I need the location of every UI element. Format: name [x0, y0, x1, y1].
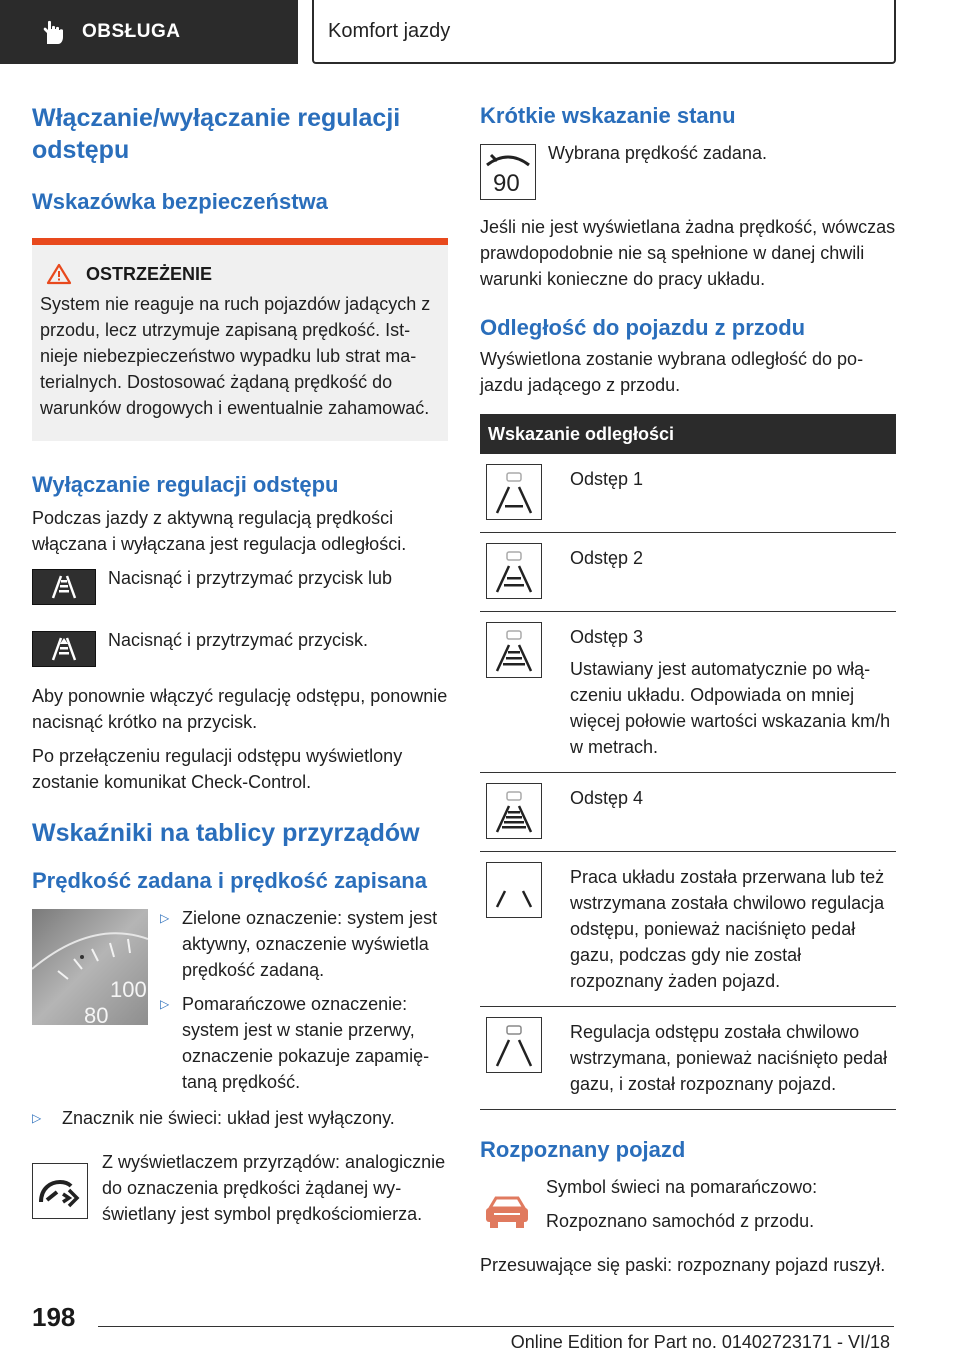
- heading-detected: Rozpoznany pojazd: [480, 1137, 686, 1162]
- paragraph-moving-bars: Przesuwające się paski: rozpoznany pojazd ruszył.: [480, 1255, 886, 1275]
- distance-4-icon: [486, 783, 542, 839]
- warning-box: [32, 238, 448, 441]
- bullet-orange: ▷ Pomarańczowe oznaczenie: system jest w stanie przerwy, oznaczenie pokazuje zapamiętaną prędkość.: [160, 991, 448, 1095]
- table-row: Regulacja odstępu została chwilowo wstrzymana, ponieważ naciśnięto pedał gazu, i został rozpoznany pojazd.: [480, 1007, 896, 1110]
- heading-safety: Wskazówka bezpieczeństwa: [32, 189, 328, 214]
- distance-1-icon: [486, 464, 542, 520]
- speed-indicator-section: [32, 909, 448, 1095]
- heading-distance: Odległość do pojazdu z przodu: [480, 315, 806, 340]
- warning-title: OSTRZEŻENIE: [46, 263, 440, 285]
- footer-divider: [98, 1326, 894, 1327]
- button-row-2: [32, 631, 448, 667]
- distance-button-alt-icon: [32, 631, 96, 667]
- status-text: Wybrana prędkość zadana.: [548, 143, 767, 163]
- table-row: Odstęp 1: [480, 454, 896, 533]
- paragraph-switch-off: Podczas jazdy z aktywną regulacją prędkości włączana i wyłączana jest regulacja odległości.: [32, 508, 407, 554]
- button-1-text: Nacisnąć i przytrzymać przycisk lub: [108, 568, 393, 588]
- gauge-label-80: 80: [84, 1003, 109, 1025]
- paragraph-status: Jeśli nie jest wyświetlana żadna prędkość, wówczas prawdopodobnie nie są spełnione w danej chwili warunki konieczne do pracy układu.: [480, 217, 896, 289]
- heading-main: Włączanie/wyłączanie regulacji odstępu: [32, 104, 401, 164]
- distance-button-icon: [32, 569, 96, 605]
- detected-row: [480, 1174, 896, 1238]
- speedometer-symbol-icon: [32, 1163, 88, 1219]
- section-tab: [312, 0, 896, 64]
- detected-text-2: Rozpoznano samochód z przodu.: [546, 1211, 815, 1231]
- warning-triangle-icon: [46, 263, 72, 285]
- page-footer: [0, 1296, 960, 1362]
- lanes-vehicle-icon: [486, 1017, 542, 1073]
- speedometer-image: [32, 909, 148, 1025]
- button-2-text: Nacisnąć i przytrzymać przycisk.: [108, 630, 369, 650]
- heading-status: Krótkie wskazanie stanu: [480, 103, 736, 128]
- gauge-label-100: 100: [110, 977, 147, 1002]
- paragraph-check-control: Po przełączeniu regulacji odstępu wyświetlony zostanie komunikat Check-Control.: [32, 746, 403, 792]
- distance-2-icon: [486, 543, 542, 599]
- paragraph-switch-on: Aby ponownie włączyć regulację odstępu, ponownie nacisnąć krótko na przycisk.: [32, 686, 448, 732]
- table-header: Wskazanie odległości: [480, 414, 896, 454]
- paragraph-display: Z wyświetlaczem przyrządów: analogicznie do oznaczenia prędkości żądanej wyświetlany jest symbol prędkościomierza.: [102, 1152, 446, 1224]
- lanes-empty-icon: [486, 862, 542, 918]
- bullet-triangle-icon: ▷: [160, 997, 170, 1011]
- pointing-hand-icon: [38, 17, 68, 47]
- heading-indicators: Wskaźniki na tablicy przyrządów: [32, 819, 420, 847]
- warning-text: System nie reaguje na ruch pojazdów jadących z przodu, lecz utrzymuje zapisaną prędkość. Istnieje niebezpieczeństwo wypadku lub strat materialnych. Dostosować żądaną prędkość do warunków drogowych i ewentualnie zahamować.: [40, 294, 431, 418]
- heading-switch-off: Wyłączanie regulacji odstępu: [32, 472, 339, 497]
- page-header: [0, 0, 960, 66]
- set-speed-icon: [480, 144, 536, 200]
- table-row: Odstęp 4: [480, 773, 896, 852]
- status-row: [480, 144, 896, 200]
- table-row: Odstęp 2: [480, 533, 896, 612]
- bullet-green: ▷ Zielone oznaczenie: system jest aktywny, oznaczenie wyświetla prędkość zadaną.: [160, 905, 448, 983]
- vehicle-detected-icon: [480, 1184, 534, 1238]
- left-column: [32, 98, 448, 1227]
- button-row-1: [32, 569, 448, 605]
- set-speed-number: 90: [493, 170, 520, 197]
- bullet-triangle-icon: ▷: [160, 911, 170, 925]
- section-label: Komfort jazdy: [328, 19, 451, 42]
- chapter-tab: [0, 0, 298, 64]
- table-row: Praca układu została przerwana lub też wstrzymana została chwilowo regulacja odstępu, ponieważ naciśnięto pedał gazu, podczas gdy nie został rozpoznany żaden pojazd.: [480, 852, 896, 1007]
- edition-text: Online Edition for Part no. 01402723171 - VI/18: [510, 1332, 890, 1352]
- chapter-label: OBSŁUGA: [82, 21, 181, 42]
- paragraph-distance: Wyświetlona zostanie wybrana odległość do pojazdu jadącego z przodu.: [480, 349, 864, 395]
- bullet-triangle-icon: ▷: [32, 1111, 42, 1125]
- distance-table: [480, 414, 896, 1110]
- distance-3-icon: [486, 622, 542, 678]
- right-column: [480, 98, 896, 1278]
- display-symbol-row: [32, 1149, 448, 1227]
- table-row: Odstęp 3 Ustawiany jest automatycznie po włączeniu układu. Odpowiada on mniej więcej połowie wartości wskazania km/h w metrach.: [480, 612, 896, 773]
- page-number: 198: [32, 1302, 76, 1332]
- detected-text-1: Symbol świeci na pomarańczowo:: [546, 1177, 818, 1197]
- heading-speed: Prędkość zadana i prędkość zapisana: [32, 868, 427, 893]
- bullet-off: ▷ Znacznik nie świeci: układ jest wyłączony.: [32, 1105, 448, 1131]
